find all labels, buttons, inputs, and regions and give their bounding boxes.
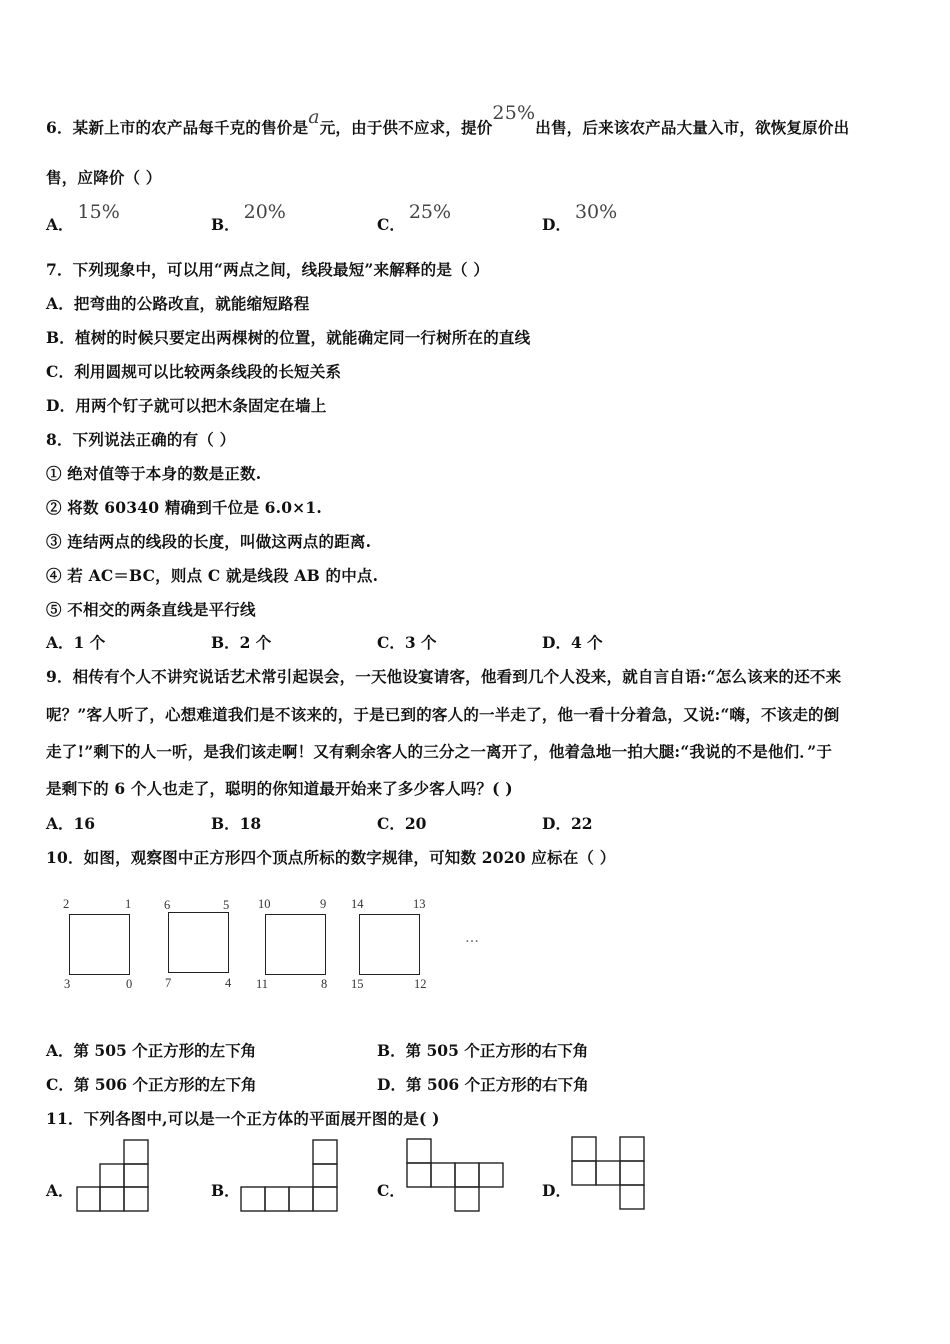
q10-square-2-tr: 5	[223, 898, 230, 912]
q11-net-c-cell	[407, 1163, 431, 1187]
q8-statement-3: ③ 连结两点的线段的长度，叫做这两点的距离.	[46, 532, 372, 551]
q6-variable-a: a	[308, 106, 320, 128]
q11-net-c-cell	[455, 1187, 479, 1211]
q11-net-d-cell	[572, 1161, 596, 1185]
q10-square-4-tl: 14	[351, 897, 364, 911]
q6-option-b[interactable]: B．20%	[211, 201, 286, 234]
q10-square-2-br: 4	[225, 976, 232, 990]
q10-square-3-tr: 9	[320, 897, 327, 911]
q10-ellipsis: …	[465, 930, 479, 946]
q11-net-c-cell	[407, 1139, 431, 1163]
q10-square-2-tl: 6	[164, 898, 171, 912]
q11-option-d[interactable]: D．	[542, 1181, 571, 1200]
q9-line1: 9．相传有个人不讲究说话艺术常引起误会，一天他设宴请客，他看到几个人没来，就自言自语:“怎么该来的还不来	[46, 667, 842, 686]
q10-square-1-br: 0	[126, 977, 133, 991]
q10-square-2	[168, 912, 229, 973]
q11-net-c-cell	[479, 1163, 503, 1187]
q11-net-b-cell	[289, 1187, 313, 1211]
q7-stem: 7．下列现象中，可以用“两点之间，线段最短”来解释的是（ ）	[46, 260, 490, 279]
q11-option-c[interactable]: C．	[377, 1181, 405, 1200]
q11-net-d-cell	[572, 1137, 596, 1161]
q11-net-b-cell	[313, 1187, 337, 1211]
q10-square-4-br: 12	[414, 977, 427, 991]
q10-square-4-bl: 15	[351, 977, 364, 991]
q10-square-1-tr: 1	[125, 897, 132, 911]
q10-square-3-bl: 11	[256, 977, 269, 991]
q8-statement-4: ④ 若 AC＝BC，则点 C 就是线段 AB 的中点.	[46, 566, 379, 585]
q11-net-b	[240, 1139, 340, 1213]
q9-line4: 是剩下的 6 个人也走了，聪明的你知道最开始来了多少客人吗？( )	[46, 779, 513, 798]
q11-net-c	[405, 1138, 507, 1214]
q7-option-d[interactable]: D．用两个钉子就可以把木条固定在墙上	[46, 396, 327, 415]
q10-square-1-bl: 3	[64, 977, 71, 991]
q8-option-c[interactable]: C．3 个	[377, 633, 437, 652]
q10-square-3-br: 8	[321, 977, 328, 991]
q10-square-2-bl: 7	[165, 976, 172, 990]
q11-option-a[interactable]: A．	[46, 1181, 74, 1200]
q9-line3: 走了!”剩下的人一听，是我们该走啊！又有剩余客人的三分之一离开了，他着急地一拍大腿:“我说的不是他们．”于	[46, 742, 833, 761]
q8-statement-1: ① 绝对值等于本身的数是正数.	[46, 464, 262, 483]
q9-option-b[interactable]: B．18	[211, 814, 262, 833]
q11-stem: 11．下列各图中,可以是一个正方体的平面展开图的是( )	[46, 1109, 440, 1128]
q10-square-1-tl: 2	[63, 897, 70, 911]
q8-option-a[interactable]: A．1 个	[46, 633, 106, 652]
q9-option-d[interactable]: D．22	[542, 814, 593, 833]
q11-net-a-cell	[77, 1187, 100, 1211]
q11-net-a	[76, 1139, 150, 1213]
q11-net-d-cell	[620, 1185, 644, 1209]
q11-net-d-cell	[620, 1161, 644, 1185]
q8-option-d[interactable]: D．4 个	[542, 633, 603, 652]
q11-net-c-cell	[455, 1163, 479, 1187]
q11-net-d-cell	[620, 1137, 644, 1161]
q7-option-a[interactable]: A．把弯曲的公路改直，就能缩短路程	[46, 294, 310, 313]
q10-square-4	[359, 914, 420, 975]
q9-option-c[interactable]: C．20	[377, 814, 427, 833]
q8-statement-5: ⑤ 不相交的两条直线是平行线	[46, 600, 256, 619]
q11-net-a-cell	[124, 1140, 148, 1164]
q8-option-b[interactable]: B．2 个	[211, 633, 272, 652]
q11-net-b-cell	[313, 1164, 337, 1187]
q10-square-1	[69, 914, 130, 975]
q11-net-b-cell	[241, 1187, 265, 1211]
q6-line1: 6．某新上市的农产品每千克的售价是a元，由于供不应求，提价25%出售，后来该农产品大量入市，欲恢复原价出	[46, 102, 850, 137]
q11-net-a-cell	[124, 1187, 148, 1211]
q11-net-a-cell	[100, 1187, 124, 1211]
q10-option-b[interactable]: B．第 505 个正方形的右下角	[377, 1041, 589, 1060]
q8-stem: 8．下列说法正确的有（ ）	[46, 430, 236, 449]
q7-option-b[interactable]: B．植树的时候只要定出两棵树的位置，就能确定同一行树所在的直线	[46, 328, 531, 347]
q9-option-a[interactable]: A．16	[46, 814, 96, 833]
q11-net-c-cell	[431, 1163, 455, 1187]
q10-option-a[interactable]: A．第 505 个正方形的左下角	[46, 1041, 257, 1060]
q11-net-a-cell	[100, 1164, 124, 1187]
q11-net-b-cell	[265, 1187, 289, 1211]
q6-option-a[interactable]: A．15%	[46, 201, 120, 234]
q6-option-c[interactable]: C．25%	[377, 201, 452, 234]
q8-statement-2: ② 将数 60340 精确到千位是 6.0×1.	[46, 498, 322, 517]
q10-stem: 10．如图，观察图中正方形四个顶点所标的数字规律，可知数 2020 应标在（ ）	[46, 848, 616, 867]
q11-net-d	[570, 1136, 648, 1214]
q11-net-a-cell	[124, 1164, 148, 1187]
q10-square-3	[265, 914, 326, 975]
q11-option-b[interactable]: B．	[211, 1181, 240, 1200]
q10-option-c[interactable]: C．第 506 个正方形的左下角	[46, 1075, 257, 1094]
q6-option-d[interactable]: D．30%	[542, 201, 618, 234]
q11-net-d-cell	[596, 1161, 620, 1185]
q11-net-b-cell	[313, 1140, 337, 1164]
q10-square-3-tl: 10	[258, 897, 271, 911]
q9-line2: 呢？”客人听了，心想难道我们是不该来的，于是已到的客人的一半走了，他一看十分着急，又说:“嗨，不该走的倒	[46, 705, 840, 724]
q10-option-d[interactable]: D．第 506 个正方形的右下角	[377, 1075, 589, 1094]
q10-square-4-tr: 13	[413, 897, 426, 911]
q7-option-c[interactable]: C．利用圆规可以比较两条线段的长短关系	[46, 362, 342, 381]
q6-increase-percent: 25%	[492, 102, 536, 124]
q6-line2: 售，应降价（ ）	[46, 168, 162, 187]
